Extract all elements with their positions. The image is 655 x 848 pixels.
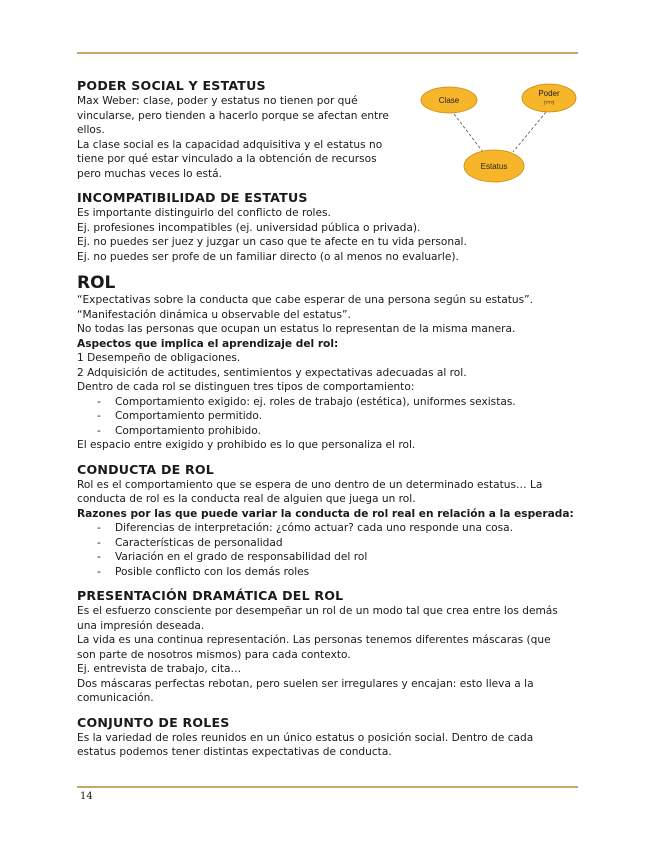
- page-number: 14: [80, 791, 93, 802]
- list-item: - Posible conflicto con los demás roles: [77, 565, 577, 580]
- top-rule: [77, 52, 578, 54]
- text-line: Ej. profesiones incompatibles (ej. universidad pública o privada).: [77, 221, 421, 234]
- behavior-list: [77, 395, 577, 439]
- section-title: CONDUCTA DE ROL: [77, 461, 215, 477]
- subheading: Razones por las que puede variar la conducta de rol real en relación a la esperada:: [77, 507, 574, 520]
- section-conducta-de-rol: [77, 462, 577, 580]
- section-title: ROL: [77, 273, 116, 293]
- bottom-rule: [77, 786, 578, 788]
- text-line: vincularse, pero tienden a hacerlo porque se afectan entre: [77, 109, 389, 122]
- text-line: No todas las personas que ocupan un estatus lo representan de la misma manera.: [77, 323, 516, 335]
- text-line: 2 Adquisición de actitudes, sentimientos y expectativas adecuadas al rol.: [77, 366, 467, 379]
- list-item: - Comportamiento exigido: ej. roles de trabajo (estética), uniformes sexistas.: [77, 395, 577, 410]
- reasons-list: [77, 521, 577, 579]
- section-title: INCOMPATIBILIDAD DE ESTATUS: [77, 190, 308, 205]
- text-line: 1 Desempeño de obligaciones.: [77, 352, 241, 364]
- section-conjunto-de-roles: [77, 715, 577, 760]
- text-line: comunicación.: [77, 692, 154, 704]
- text-line: Dos máscaras perfectas rebotan, pero suelen ser irregulares y encajan: esto lleva a la: [77, 677, 534, 690]
- text-line: una impresión deseada.: [77, 619, 205, 632]
- text-line: Es la variedad de roles reunidos en un único estatus o posición social. Dentro de cada: [77, 731, 534, 744]
- section-rol: [77, 273, 577, 453]
- text-line: ellos.: [77, 124, 105, 136]
- page-body: [77, 78, 577, 760]
- text-line: La vida es una continua representación. Las personas tenemos diferentes máscaras (que: [77, 634, 551, 646]
- list-item: - Comportamiento prohibido.: [77, 424, 577, 439]
- list-item: - Comportamiento permitido.: [77, 409, 577, 424]
- text-line: El espacio entre exigido y prohibido es lo que personaliza el rol.: [77, 439, 416, 451]
- text-line: Rol es el comportamiento que se espera de uno dentro de un determinado estatus… La: [77, 478, 543, 491]
- section-poder-social: [77, 78, 577, 181]
- estatus-label: Estatus: [480, 162, 508, 171]
- clase-label: Clase: [438, 96, 460, 105]
- text-line: estatus podemos tener distintas expectativas de conducta.: [77, 746, 392, 758]
- poder-label: Poder: [538, 89, 560, 98]
- text-line: pero muchas veces lo está.: [77, 167, 223, 180]
- text-line: La clase social es la capacidad adquisitiva y el estatus no: [77, 138, 383, 151]
- text-line: Dentro de cada rol se distinguen tres tipos de comportamiento:: [77, 381, 415, 393]
- text-line: Es importante distinguirlo del conflicto de roles.: [77, 207, 331, 219]
- text-line: son parte de nosotros mismos) para cada contexto.: [77, 648, 351, 661]
- list-item: - Variación en el grado de responsabilidad del rol: [77, 550, 577, 565]
- list-item: - Características de personalidad: [77, 536, 577, 551]
- section-presentacion-dramatica: [77, 588, 577, 706]
- list-item: - Diferencias de interpretación: ¿cómo actuar? cada uno responde una cosa.: [77, 521, 577, 536]
- poder-sublabel: (???): [543, 100, 555, 105]
- section-title: CONJUNTO DE ROLES: [77, 714, 230, 730]
- section-text: [77, 94, 402, 181]
- text-line: Es el esfuerzo consciente por desempeñar un rol de un modo tal que crea entre los demás: [77, 605, 558, 617]
- text-line: Ej. entrevista de trabajo, cita…: [77, 663, 242, 675]
- text-line: “Expectativas sobre la conducta que cabe esperar de una persona según su estatus”.: [77, 294, 533, 306]
- section-title: PRESENTACIÓN DRAMÁTICA DEL ROL: [77, 588, 344, 603]
- text-line: conducta de rol es la conducta real de alguien que juega un rol.: [77, 493, 416, 505]
- text-line: Max Weber: clase, poder y estatus no tienen por qué: [77, 95, 358, 107]
- subheading: Aspectos que implica el aprendizaje del rol:: [77, 337, 339, 350]
- section-title: PODER SOCIAL Y ESTATUS: [77, 78, 266, 93]
- text-line: “Manifestación dinámica u observable del estatus”.: [77, 308, 351, 321]
- text-line: Ej. no puedes ser juez y juzgar un caso que te afecte en tu vida personal.: [77, 236, 467, 248]
- section-incompatibilidad: [77, 190, 577, 264]
- text-line: Ej. no puedes ser profe de un familiar directo (o al menos no evaluarle).: [77, 250, 459, 263]
- text-line: tiene por qué estar vinculado a la obtención de recursos: [77, 153, 377, 165]
